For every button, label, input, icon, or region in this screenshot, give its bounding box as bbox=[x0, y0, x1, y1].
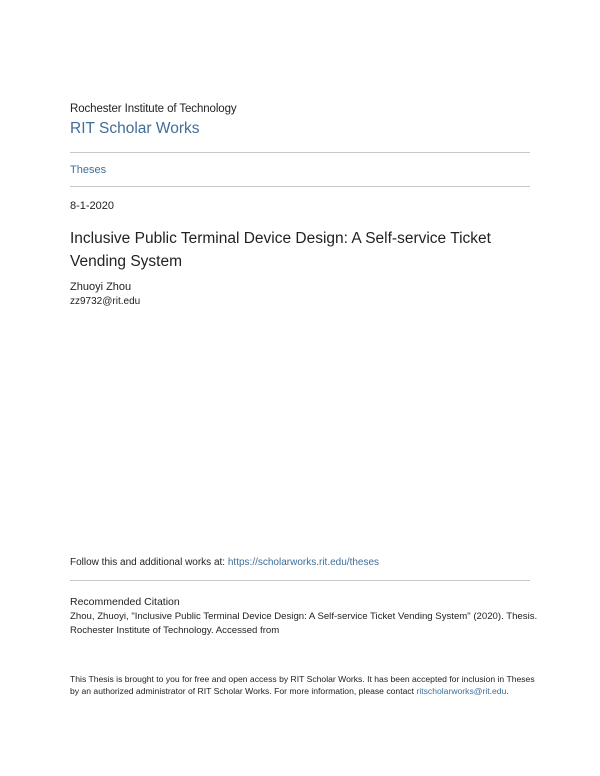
follow-line bbox=[70, 557, 379, 568]
document-title: Inclusive Public Terminal Device Design: A Self-service Ticket Vending System bbox=[70, 230, 491, 270]
divider-top bbox=[70, 152, 530, 153]
publication-date: 8-1-2020 bbox=[70, 200, 115, 212]
recommended-citation-heading: Recommended Citation bbox=[70, 596, 180, 608]
access-notice bbox=[70, 673, 540, 697]
repository-link[interactable]: RIT Scholar Works bbox=[70, 120, 200, 137]
author-name: Zhuoyi Zhou bbox=[70, 281, 132, 293]
access-notice-end: . bbox=[506, 686, 509, 696]
theses-link[interactable]: https://scholarworks.rit.edu/theses bbox=[227, 557, 380, 568]
author-email: zz9732@rit.edu bbox=[70, 296, 141, 307]
divider-collection bbox=[70, 186, 530, 187]
collection-link[interactable]: Theses bbox=[70, 164, 107, 176]
access-notice-text: This Thesis is brought to you for free and open access by RIT Scholar Works. It has been accepted for inclusion in Theses by an authorized administrator of RIT Scholar Works. For more information, please contact bbox=[70, 674, 535, 696]
follow-text: Follow this and additional works at: bbox=[70, 557, 228, 568]
contact-email-link[interactable]: ritscholarworks@rit.edu bbox=[416, 686, 507, 696]
institution-name: Rochester Institute of Technology bbox=[70, 103, 237, 115]
recommended-citation-text: Zhou, Zhuoyi, "Inclusive Public Terminal Device Design: A Self-service Ticket Vending System" (2020). Thesis. Rochester Institute of Technology. Accessed from bbox=[70, 611, 538, 636]
divider-citation bbox=[70, 580, 530, 581]
